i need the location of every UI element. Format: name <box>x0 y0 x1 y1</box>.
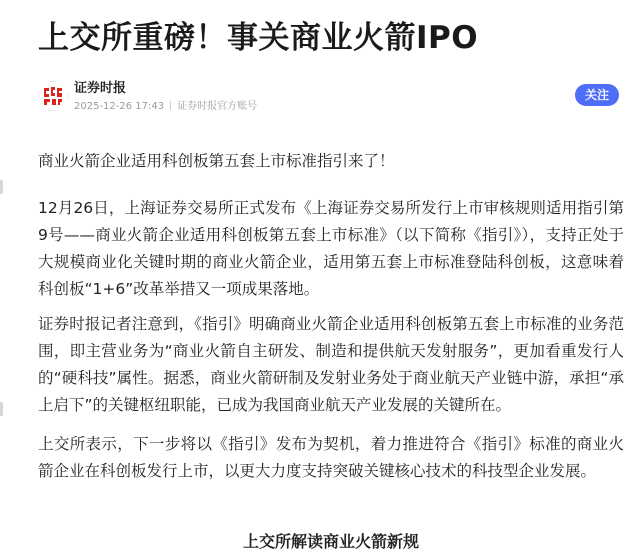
author-avatar[interactable] <box>38 81 68 111</box>
article-title: 上交所重磅！事关商业火箭IPO <box>38 20 479 56</box>
author-row <box>38 80 623 116</box>
scroll-edge-marker <box>0 180 3 194</box>
author-name[interactable]: 证券时报 <box>74 81 127 96</box>
article-paragraph-3: 证券时报记者注意到，《指引》明确商业火箭企业适用科创板第五套上市标准的业务范围，即主营业务为“商业火箭自主研发、制造和提供航天发射服务”，更加看重发行人的“硬科技”属性。据悉，商业火箭研制及发射业务处于商业航天产业链中游，承担“承上启下”的关键枢纽职能，已成为我国商业航天产业发展的关键所在。 <box>38 315 624 414</box>
securities-times-logo-icon <box>39 82 67 110</box>
article-paragraph-2: 12月26日，上海证券交易所正式发布《上海证券交易所发行上市审核规则适用指引第9号——商业火箭企业适用科创板第五套上市标准》（以下简称《指引》），支持正处于大规模商业化关键时期的商业火箭企业，适用第五套上市标准登陆科创板，这意味着科创板“1+6”改革举措又一项成果落地。 <box>38 199 624 298</box>
next-section-heading: 上交所解读商业火箭新规 <box>242 532 419 551</box>
article-paragraph-4: 上交所表示，下一步将以《指引》发布为契机，着力推进符合《指引》标准的商业火箭企业在科创板发行上市，以更大力度支持突破关键核心技术的科技型企业发展。 <box>38 435 624 480</box>
post-meta <box>74 100 257 113</box>
meta-divider <box>170 101 171 110</box>
scroll-edge-marker <box>0 402 3 416</box>
follow-button[interactable]: 关注 <box>575 84 619 106</box>
account-source: 证券时报官方账号 <box>177 101 258 112</box>
article-paragraph-1: 商业火箭企业适用科创板第五套上市标准指引来了！ <box>38 152 395 170</box>
post-date: 2025-12-26 17:43 <box>74 101 165 112</box>
